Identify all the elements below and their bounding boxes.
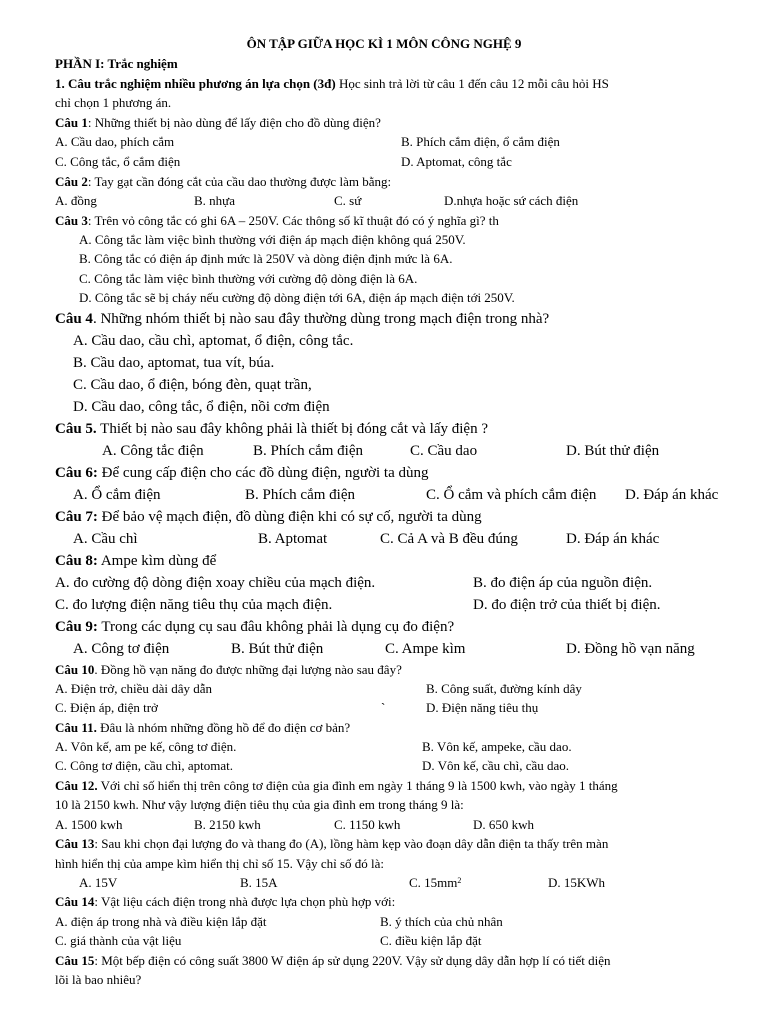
option-a: A. 15V <box>79 875 118 890</box>
option-c: C. Cầu dao <box>410 443 478 459</box>
option-a: A. điện áp trong nhà và điều kiện lắp đặt <box>55 914 267 929</box>
option-b: B. 15A <box>240 875 278 890</box>
option-b: B. đo điện áp của nguồn điện. <box>473 575 653 591</box>
option-d: C. điều kiện lắp đặt <box>380 933 482 948</box>
option-c: C. sứ <box>334 193 362 208</box>
option-a: A. Cầu chì <box>73 531 138 547</box>
question-14: Câu 14: Vật liệu cách điện trong nhà được lựa chọn phù hợp với: <box>55 894 396 909</box>
option-a: A. đo cường độ dòng điện xoay chiều của mạch điện. <box>55 575 376 591</box>
option-c: C. Cả A và B đều đúng <box>380 531 518 547</box>
option-d: D. Đáp án khác <box>625 487 719 503</box>
question-15-cont: lõi là bao nhiêu? <box>55 972 142 987</box>
option-c: C. đo lượng điện năng tiêu thụ của mạch điện. <box>55 597 333 613</box>
question-4: Câu 4. Những nhóm thiết bị nào sau đây thường dùng trong mạch điện trong nhà? <box>55 311 550 327</box>
option-b: B. Phích cắm điện <box>253 443 363 459</box>
option-b: B. nhựa <box>194 193 235 208</box>
option-b: B. 2150 kwh <box>194 817 261 832</box>
option-d: D.nhựa hoặc sứ cách điện <box>444 193 579 208</box>
question-10: Câu 10. Đồng hồ vạn năng đo được những đại lượng nào sau đây? <box>55 662 402 677</box>
option-a: A. Công tắc làm việc bình thường với điện áp mạch điện không quá 250V. <box>79 232 466 247</box>
option-c: C. Cầu dao, ổ điện, bóng đèn, quạt trần, <box>73 377 312 393</box>
option-a: A. đồng <box>55 193 97 208</box>
stray-mark: ` <box>381 700 386 715</box>
option-a: A. Điện trở, chiều dài dây dẫn <box>55 681 213 696</box>
question-13: Câu 13: Sau khi chọn đại lượng đo và thang đo (A), lồng hàm kẹp vào đoạn dây dẫn điện ta thấy trên màn <box>55 836 609 851</box>
option-b: B. Phích cắm điện <box>245 487 355 503</box>
option-c: C. Công tơ điện, cầu chì, aptomat. <box>55 758 234 773</box>
option-d: D. Vôn kế, cầu chì, cầu dao. <box>422 758 570 773</box>
question-11: Câu 11. Đâu là nhóm những đồng hồ để đo điện cơ bản? <box>55 720 351 735</box>
option-d: D. Đồng hồ vạn năng <box>566 641 695 657</box>
option-a: A. Ổ cắm điện <box>73 487 161 503</box>
option-b: B. Công tắc có điện áp định mức là 250V và dòng điện định mức là 6A. <box>79 251 453 266</box>
option-b: B. Aptomat <box>258 531 328 547</box>
question-3: Câu 3: Trên vỏ công tắc có ghi 6A – 250V. Các thông số kĩ thuật đó có ý nghĩa gì? th <box>55 213 499 228</box>
question-1: Câu 1: Những thiết bị nào dùng để lấy điện cho đồ dùng điện? <box>55 115 381 130</box>
intro-line: 1. Câu trắc nghiệm nhiều phương án lựa chọn (3đ) Học sinh trả lời từ câu 1 đến câu 12 mỗi câu hỏi HS <box>55 76 609 91</box>
page-title: ÔN TẬP GIỮA HỌC KÌ 1 MÔN CÔNG NGHỆ 9 <box>246 36 522 51</box>
option-a: A. Công tơ điện <box>73 641 170 657</box>
option-b: B. Vôn kế, ampeke, cầu dao. <box>422 739 572 754</box>
option-b: B. Công suất, đường kính dây <box>426 681 582 696</box>
option-c: C. giá thành của vật liệu <box>55 933 182 948</box>
option-c: C. 1150 kwh <box>334 817 401 832</box>
question-5: Câu 5. Thiết bị nào sau đây không phải là thiết bị đóng cắt và lấy điện ? <box>55 421 488 437</box>
option-b: B. Bút thử điện <box>231 641 324 657</box>
option-d: D. Điện năng tiêu thụ <box>426 700 539 715</box>
question-8: Câu 8: Ampe kìm dùng để <box>55 553 217 569</box>
option-d: D. đo điện trở của thiết bị điện. <box>473 597 661 613</box>
option-b: B. Cầu dao, aptomat, tua vít, búa. <box>73 355 275 371</box>
question-12-cont: 10 là 2150 kwh. Như vậy lượng điện tiêu thụ của gia đình em trong tháng 9 là: <box>55 797 464 812</box>
question-13-cont: hình hiển thị của ampe kìm hiển thị chỉ số 15. Vậy chỉ số đó là: <box>55 856 385 871</box>
option-d: D. Aptomat, công tắc <box>401 154 512 169</box>
option-a: A. Vôn kế, am pe kế, công tơ điện. <box>55 739 237 754</box>
option-a: A. Công tắc điện <box>102 443 204 459</box>
question-12: Câu 12. Với chỉ số hiển thị trên công tơ điện của gia đình em ngày 1 tháng 9 là 1500 kwh, vào ngày 1 tháng <box>55 778 618 793</box>
question-2: Câu 2: Tay gạt cần đóng cắt của cầu dao thường được làm bằng: <box>55 174 392 189</box>
option-c: C. Công tắc, ổ cắm điện <box>55 154 181 169</box>
option-c: C. Ổ cắm và phích cắm điện <box>426 487 597 503</box>
question-9: Câu 9: Trong các dụng cụ sau đâu không phải là dụng cụ đo điện? <box>55 619 455 635</box>
option-d: D. 15KWh <box>548 875 606 890</box>
option-d: D. Bút thử điện <box>566 443 660 459</box>
option-a: A. Cầu dao, cầu chì, aptomat, ổ điện, công tắc. <box>73 333 354 349</box>
option-c: C. $15mm^2$ <box>409 875 462 890</box>
intro-line-2: chỉ chọn 1 phương án. <box>55 95 172 110</box>
option-a: A. 1500 kwh <box>55 817 123 832</box>
option-d: D. Cầu dao, công tắc, ổ điện, nồi cơm điện <box>73 399 330 415</box>
question-7: Câu 7: Để bảo vệ mạch điện, đồ dùng điện khi có sự cố, người ta dùng <box>55 509 482 525</box>
option-d: D. Đáp án khác <box>566 531 660 547</box>
option-b: B. ý thích của chủ nhân <box>380 914 503 929</box>
option-d: D. Công tắc sẽ bị cháy nếu cường độ dòng điện tới 6A, điện áp mạch điện tới 250V. <box>79 290 515 305</box>
question-15: Câu 15: Một bếp điện có công suất 3800 W điện áp sử dụng 220V. Vậy sử dụng dây dẫn hợp lí có tiết diện <box>55 953 611 968</box>
option-c: C. Điện áp, điện trở <box>55 700 158 715</box>
question-6: Câu 6: Để cung cấp điện cho các đồ dùng điện, người ta dùng <box>55 465 429 481</box>
option-a: A. Cầu dao, phích cắm <box>55 134 175 149</box>
option-d: D. 650 kwh <box>473 817 535 832</box>
part-heading: PHẦN I: Trắc nghiệm <box>55 56 178 71</box>
option-c: C. Công tắc làm việc bình thường với cường độ dòng điện là 6A. <box>79 271 418 286</box>
option-b: B. Phích cắm điện, ổ cắm điện <box>401 134 560 149</box>
option-c: C. Ampe kìm <box>385 641 466 657</box>
